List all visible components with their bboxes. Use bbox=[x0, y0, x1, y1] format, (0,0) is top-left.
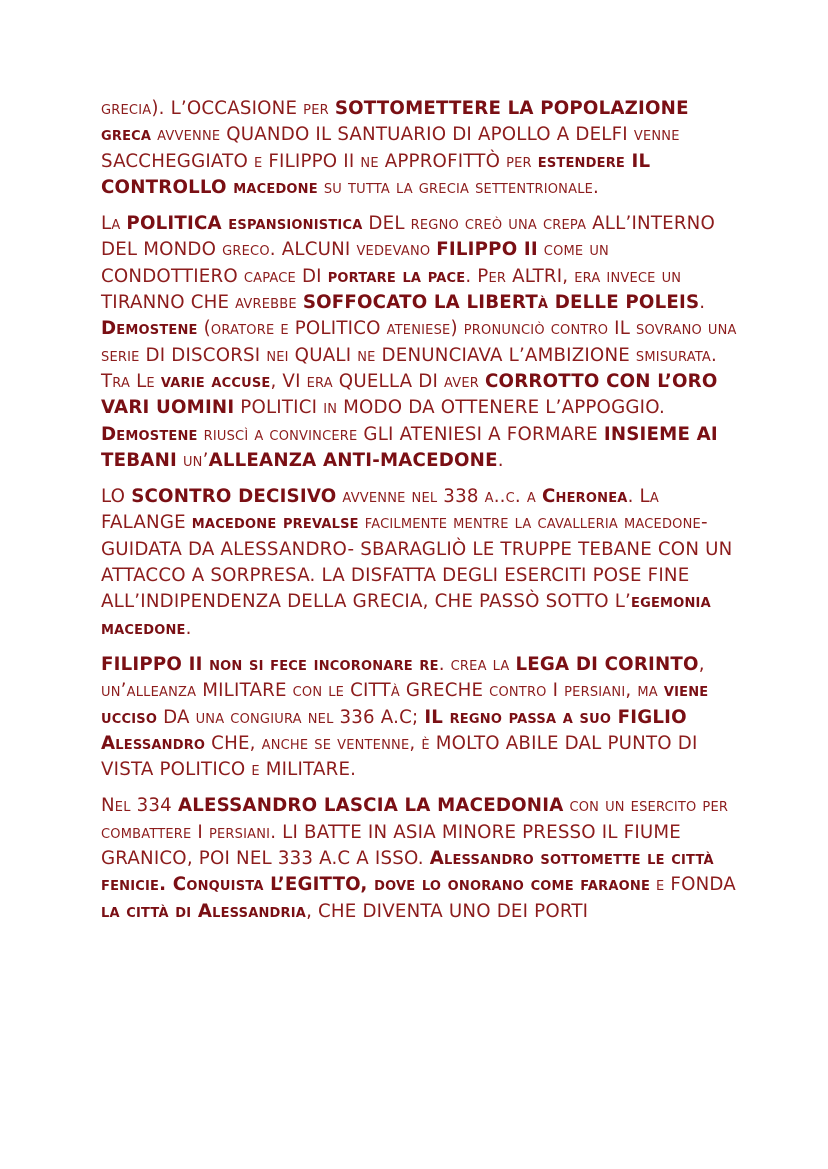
bold-text-run: IL regno passa a suo FIGLIO Alessandro bbox=[101, 706, 687, 754]
text-run: su tutta la grecia settentrionale. bbox=[317, 176, 600, 198]
bold-text-run: ALLEANZA ANTI-MACEDONE bbox=[208, 449, 498, 471]
bold-text-run: FILIPPO II bbox=[436, 239, 538, 261]
text-run: . Per ALTRI, era invece un TIRANNO CHE avrebbe bbox=[101, 265, 682, 314]
document-page bbox=[101, 96, 741, 935]
text-run: (oratore e POLITICO ateniese) pronunciò contro IL sovrano una serie DI DISCORSI nei QUALI ne DENUNCIAVA L’AMBIZIONE smisurata. Tra Le bbox=[101, 318, 737, 392]
paragraph-5 bbox=[101, 793, 741, 924]
bold-text-run: SCONTRO DECISIVO bbox=[131, 486, 337, 508]
paragraph-2 bbox=[101, 211, 741, 474]
text-run: . bbox=[185, 617, 192, 639]
bold-text-run: macedone prevalse bbox=[191, 512, 359, 534]
text-run: CHE, anche se ventenne, è MOLTO ABILE DAL PUNTO DI VISTA POLITICO e MILITARE. bbox=[101, 732, 698, 781]
text-run: . bbox=[699, 292, 706, 314]
text-run: POLITICI in MODO DA OTTENERE L’APPOGGIO. bbox=[234, 397, 665, 419]
text-run: LO bbox=[101, 486, 132, 508]
text-run: avvenne QUANDO IL SANTUARIO DI APOLLO A DELFI venne SACCHEGGIATO e FILIPPO II ne APPROFITTÒ per bbox=[101, 124, 680, 172]
text-run: facilmente mentre la cavalleria macedone- GUIDATA DA ALESSANDRO- SBARAGLIÒ LE TRUPPE TEBANE CON UN ATTACCO A SORPRESA. LA DISFATTA DEGLI ESERCITI POSE FINE ALL’INDIPENDENZA DELLA GRECIA, CHE PASSÒ SOTTO L’ bbox=[101, 512, 733, 613]
text-run: , un’alleanza MILITARE con le CITTà GRECHE contro I persiani, ma bbox=[101, 653, 705, 702]
bold-text-run: Demostene bbox=[101, 318, 198, 340]
text-run: . bbox=[497, 449, 504, 471]
text-run: DA una congiura nel 336 A.C; bbox=[157, 706, 425, 728]
text-run: come un CONDOTTIERO capace DI bbox=[101, 239, 609, 287]
bold-text-run: egemonia macedone bbox=[101, 591, 711, 639]
text-run: DEL regno creò una crepa ALL’INTERNO DEL MONDO greco. ALCUNI vedevano bbox=[101, 213, 715, 261]
paragraph-4 bbox=[101, 652, 741, 783]
bold-text-run: viene ucciso bbox=[101, 680, 709, 728]
text-run: riuscì a convincere GLI ATENIESI A FORMARE bbox=[197, 423, 604, 445]
text-run: La bbox=[101, 213, 127, 235]
bold-text-run: Demostene bbox=[101, 423, 198, 445]
text-run: e FONDA bbox=[650, 874, 736, 896]
text-run: un’ bbox=[176, 449, 209, 471]
bold-text-run: CORROTTO CON L’ORO VARI UOMINI bbox=[101, 370, 718, 419]
text-run: con un esercito per combattere I persiani. LI BATTE IN ASIA MINORE PRESSO IL FIUME GRANICO, POI NEL 333 A.C A ISSO. bbox=[101, 795, 729, 870]
bold-text-run: LEGA DI CORINTO bbox=[515, 653, 699, 675]
paragraph-3 bbox=[101, 484, 741, 642]
paragraph-1 bbox=[101, 96, 741, 201]
bold-text-run: la città di Alessandria bbox=[101, 900, 307, 922]
text-run: , CHE DIVENTA UNO DEI PORTI bbox=[306, 900, 589, 922]
bold-text-run: portare la pace bbox=[327, 265, 466, 287]
text-run: , VI era QUELLA DI aver bbox=[270, 370, 485, 392]
text-run: avvenne nel 338 a..c. a bbox=[336, 486, 542, 508]
bold-text-run: SOTTOMETTERE LA POPOLAZIONE greca bbox=[101, 98, 689, 146]
text-run: Nel 334 bbox=[101, 795, 178, 817]
bold-text-run: INSIEME AI TEBANI bbox=[101, 423, 718, 471]
bold-text-run: FILIPPO II non si fece incoronare re bbox=[101, 653, 439, 675]
bold-text-run: SOFFOCATO LA LIBERTà DELLE POLEIS bbox=[302, 292, 700, 314]
bold-text-run: estendere IL CONTROLLO macedone bbox=[101, 150, 651, 198]
bold-text-run: ALESSANDRO LASCIA LA MACEDONIA bbox=[177, 795, 564, 817]
bold-text-run: varie accuse bbox=[160, 370, 271, 392]
text-run: grecia). L’OCCASIONE per bbox=[101, 98, 335, 119]
bold-text-run: Cheronea bbox=[541, 486, 628, 508]
text-run: . crea la bbox=[438, 653, 516, 675]
bold-text-run: POLITICA espansionistica bbox=[126, 213, 363, 235]
bold-text-run: Alessandro sottomette le città fenicie. Conquista L’EGITTO, dove lo onorano come faraone bbox=[101, 848, 714, 896]
text-run: . La FALANGE bbox=[101, 486, 659, 534]
